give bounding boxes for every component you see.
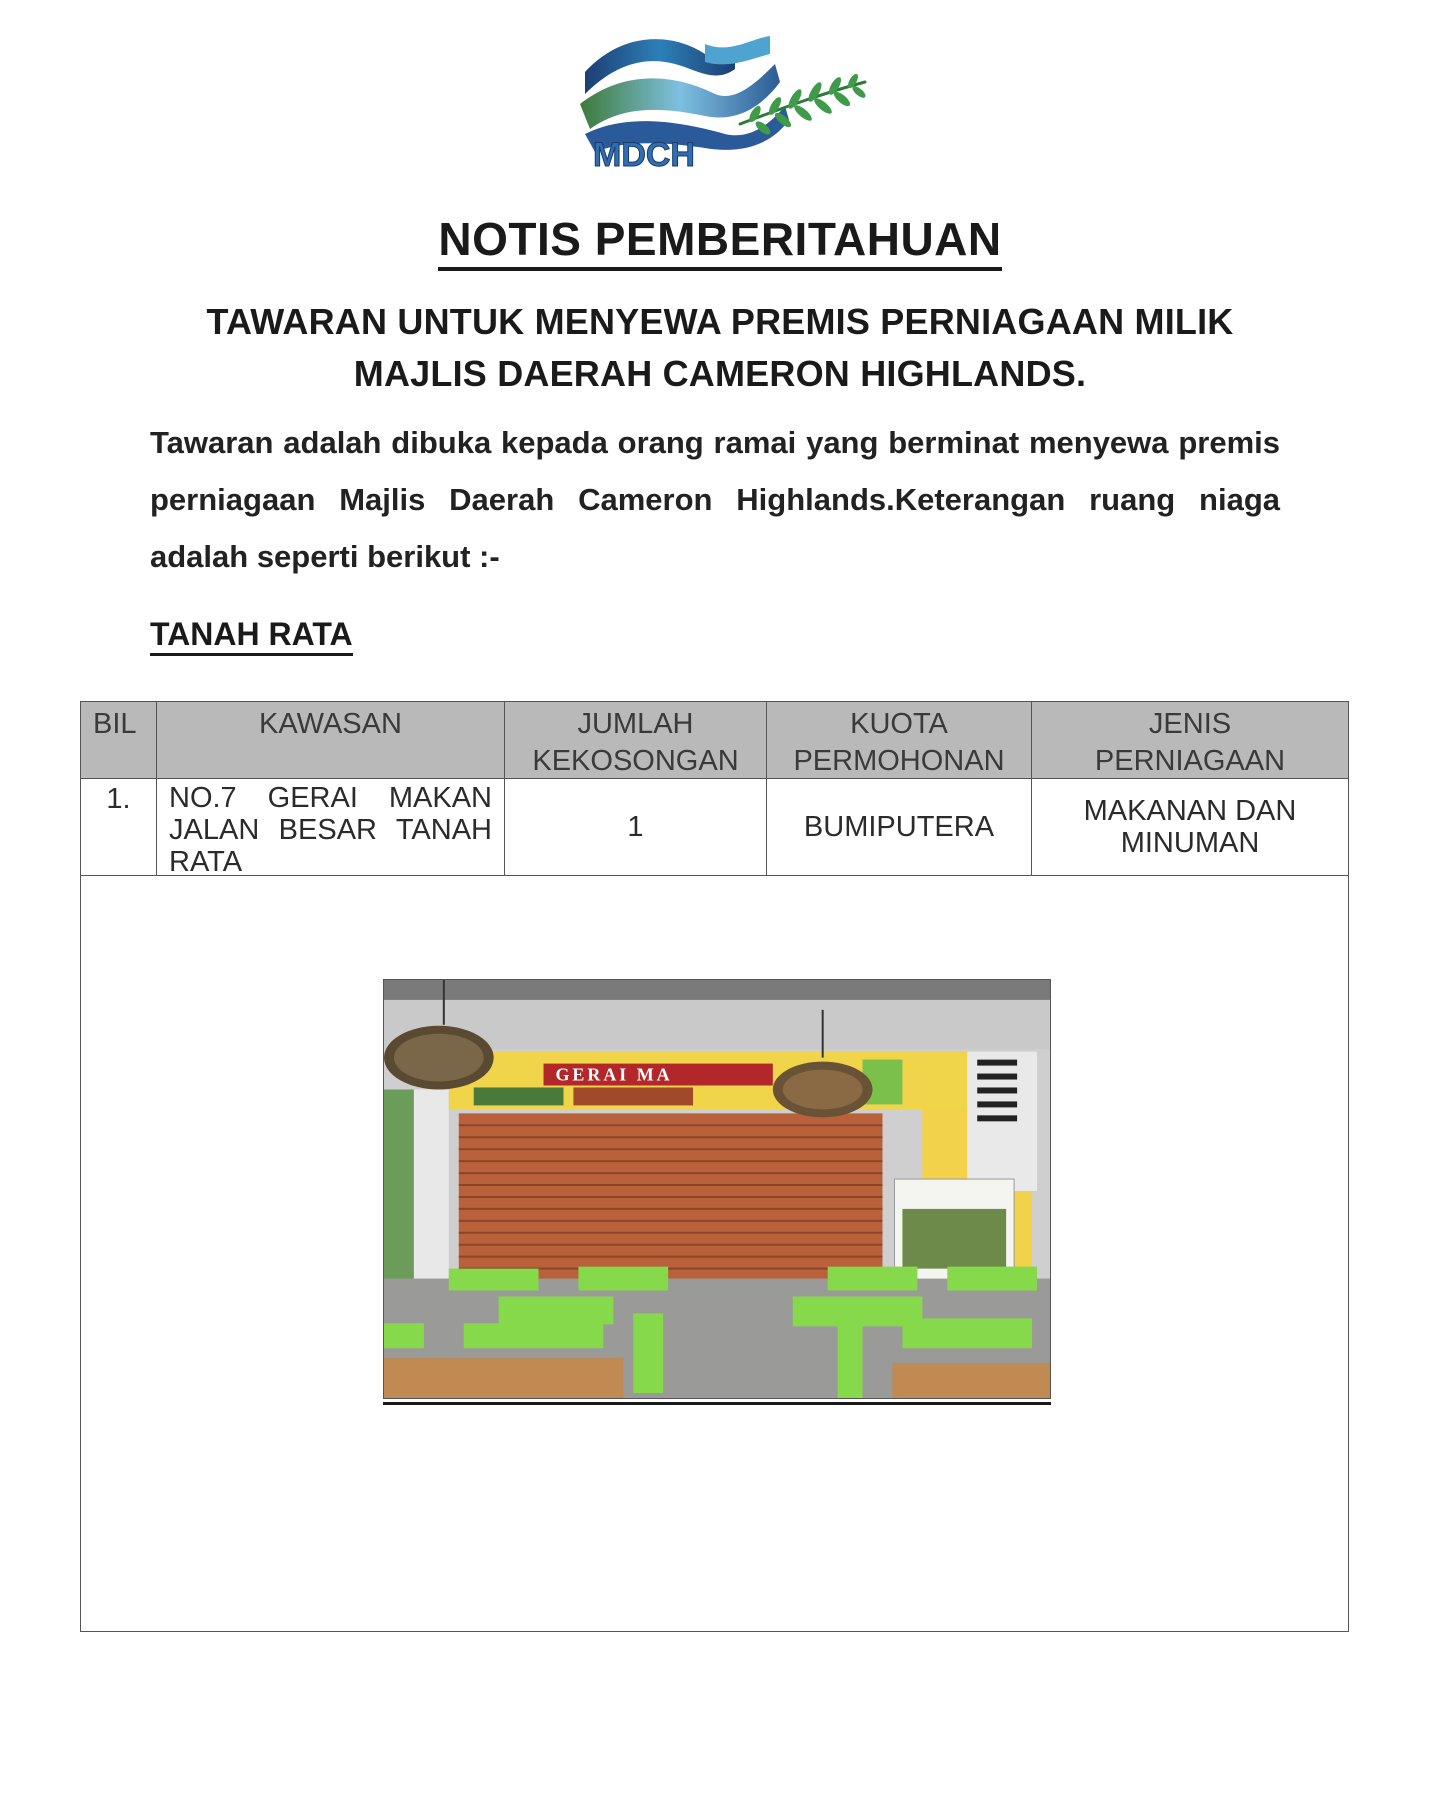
header-jumlah bbox=[505, 702, 767, 778]
cell-kuota: BUMIPUTERA bbox=[767, 779, 1032, 875]
cell-kawasan bbox=[157, 779, 505, 878]
cell-jenis-text: MAKANAN DAN MINUMAN bbox=[1083, 795, 1297, 859]
page-title bbox=[0, 212, 1440, 271]
subtitle-line-2: MAJLIS DAERAH CAMERON HIGHLANDS. bbox=[353, 353, 1087, 394]
cell-kawasan-text: NO.7 GERAI MAKAN JALAN BESAR TANAH RATA bbox=[169, 782, 492, 878]
premises-table bbox=[80, 701, 1349, 1632]
logo-text: MDCH bbox=[593, 136, 695, 174]
header-bil-label: BIL bbox=[93, 708, 137, 740]
header-jumlah-line-1: JUMLAH bbox=[577, 708, 694, 740]
header-jumlah-line-2: KEKOSONGAN bbox=[532, 745, 739, 777]
subtitle-line-1: TAWARAN UNTUK MENYEWA PREMIS PERNIAGAAN MILIK bbox=[206, 301, 1234, 342]
table-row bbox=[81, 779, 1348, 876]
table-header-row bbox=[81, 702, 1348, 779]
photo-sign-text: GERAI MA bbox=[555, 1064, 673, 1085]
premises-photo bbox=[383, 979, 1051, 1399]
header-kawasan bbox=[157, 702, 505, 778]
header-kuota-line-2: PERMOHONAN bbox=[793, 745, 1005, 777]
logo-graphic bbox=[565, 24, 885, 174]
header-jenis-line-2: PERNIAGAAN bbox=[1094, 745, 1286, 777]
header-jenis bbox=[1032, 702, 1348, 778]
intro-paragraph: Tawaran adalah dibuka kepada orang ramai yang berminat menyewa premis perniagaan Majlis Daerah Cameron Highlands.Keterangan ruang niaga adalah seperti berikut :- bbox=[150, 425, 1280, 574]
header-kuota-line-1: KUOTA bbox=[850, 708, 948, 740]
cell-jumlah: 1 bbox=[505, 779, 767, 875]
cell-bil: 1. bbox=[81, 779, 157, 875]
header-jenis-line-1: JENIS bbox=[1148, 708, 1232, 740]
photo-row bbox=[81, 876, 1348, 1631]
mdch-logo bbox=[565, 24, 885, 174]
page-title-text: NOTIS PEMBERITAHUAN bbox=[438, 214, 1001, 271]
section-heading bbox=[150, 616, 353, 656]
photo-graphic bbox=[384, 980, 1050, 1398]
section-heading-text: TANAH RATA bbox=[150, 616, 353, 656]
header-kawasan-label: KAWASAN bbox=[259, 708, 402, 740]
header-bil bbox=[81, 702, 157, 778]
cell-jenis bbox=[1032, 779, 1348, 875]
header-kuota bbox=[767, 702, 1032, 778]
subtitle bbox=[120, 296, 1320, 400]
photo-underline bbox=[383, 1402, 1051, 1405]
